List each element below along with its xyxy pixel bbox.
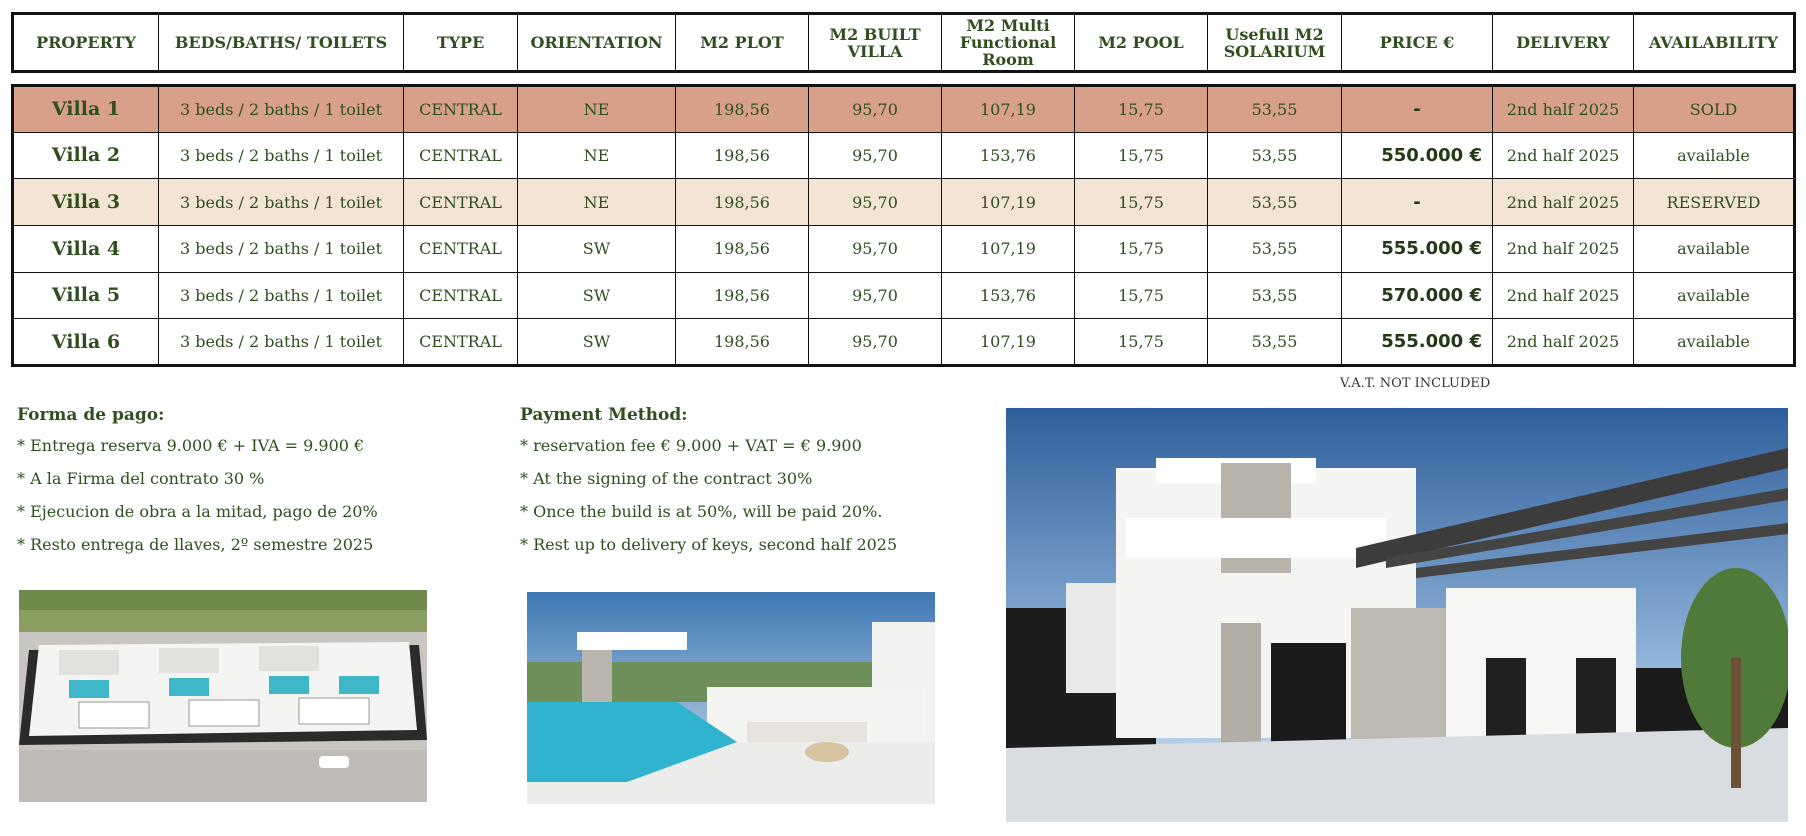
payment-english-item: * reservation fee € 9.000 + VAT = € 9.900 — [520, 436, 862, 455]
cell-plot: 198,56 — [676, 272, 809, 319]
header-built: M2 BUILT VILLA — [809, 14, 942, 72]
cell-availability: available — [1634, 225, 1795, 272]
payment-english-item: * Once the build is at 50%, will be paid 20%. — [520, 502, 883, 521]
cell-availability: available — [1634, 272, 1795, 319]
cell-orientation: NE — [518, 86, 676, 133]
header-property: PROPERTY — [13, 14, 159, 72]
header-multi: M2 Multi Functional Room — [942, 14, 1075, 72]
cell-delivery: 2nd half 2025 — [1493, 86, 1634, 133]
header-type: TYPE — [404, 14, 518, 72]
cell-availability: available — [1634, 132, 1795, 179]
cell-built: 95,70 — [809, 319, 942, 366]
payment-spanish-item: * Resto entrega de llaves, 2º semestre 2025 — [17, 535, 374, 554]
cell-type: CENTRAL — [404, 319, 518, 366]
cell-orientation: SW — [518, 272, 676, 319]
vat-note: V.A.T. NOT INCLUDED — [1340, 376, 1491, 391]
header-delivery: DELIVERY — [1493, 14, 1634, 72]
cell-property: Villa 4 — [13, 225, 159, 272]
cell-delivery: 2nd half 2025 — [1493, 179, 1634, 226]
cell-delivery: 2nd half 2025 — [1493, 132, 1634, 179]
cell-property: Villa 2 — [13, 132, 159, 179]
cell-multi: 107,19 — [942, 225, 1075, 272]
cell-availability: RESERVED — [1634, 179, 1795, 226]
cell-built: 95,70 — [809, 225, 942, 272]
cell-beds: 3 beds / 2 baths / 1 toilet — [159, 272, 404, 319]
payment-spanish-item: * Ejecucion de obra a la mitad, pago de 20% — [17, 502, 378, 521]
cell-built: 95,70 — [809, 132, 942, 179]
header-solarium: Usefull M2 SOLARIUM — [1208, 14, 1342, 72]
villa-render-image — [1006, 408, 1788, 822]
payment-english — [520, 405, 990, 568]
aerial-render-image — [19, 590, 427, 802]
cell-type: CENTRAL — [404, 132, 518, 179]
pool-render-image — [527, 592, 935, 804]
payment-spanish-title: Forma de pago: — [17, 405, 165, 425]
payment-english-item: * At the signing of the contract 30% — [520, 469, 813, 488]
cell-built: 95,70 — [809, 86, 942, 133]
cell-availability: SOLD — [1634, 86, 1795, 133]
cell-delivery: 2nd half 2025 — [1493, 272, 1634, 319]
header-pool: M2 POOL — [1075, 14, 1208, 72]
cell-pool: 15,75 — [1075, 225, 1208, 272]
payment-spanish-item: * A la Firma del contrato 30 % — [17, 469, 265, 488]
cell-solarium: 53,55 — [1208, 225, 1342, 272]
cell-solarium: 53,55 — [1208, 132, 1342, 179]
payment-spanish-item: * Entrega reserva 9.000 € + IVA = 9.900 € — [17, 436, 365, 455]
table-row — [13, 272, 1795, 319]
cell-multi: 153,76 — [942, 272, 1075, 319]
cell-beds: 3 beds / 2 baths / 1 toilet — [159, 225, 404, 272]
header-price: PRICE € — [1342, 14, 1493, 72]
cell-multi: 107,19 — [942, 179, 1075, 226]
cell-type: CENTRAL — [404, 272, 518, 319]
table-row — [13, 179, 1795, 226]
table-row — [13, 319, 1795, 366]
cell-plot: 198,56 — [676, 132, 809, 179]
header-availability: AVAILABILITY — [1634, 14, 1795, 72]
cell-property: Villa 3 — [13, 179, 159, 226]
header-plot: M2 PLOT — [676, 14, 809, 72]
table-row — [13, 132, 1795, 179]
payment-english-title: Payment Method: — [520, 405, 688, 425]
cell-solarium: 53,55 — [1208, 86, 1342, 133]
cell-beds: 3 beds / 2 baths / 1 toilet — [159, 179, 404, 226]
table-row — [13, 86, 1795, 133]
cell-property: Villa 1 — [13, 86, 159, 133]
cell-pool: 15,75 — [1075, 272, 1208, 319]
header-orientation: ORIENTATION — [518, 14, 676, 72]
cell-solarium: 53,55 — [1208, 319, 1342, 366]
cell-price: 555.000 € — [1342, 225, 1493, 272]
cell-type: CENTRAL — [404, 179, 518, 226]
cell-plot: 198,56 — [676, 319, 809, 366]
cell-solarium: 53,55 — [1208, 272, 1342, 319]
cell-price: 550.000 € — [1342, 132, 1493, 179]
cell-beds: 3 beds / 2 baths / 1 toilet — [159, 86, 404, 133]
cell-plot: 198,56 — [676, 86, 809, 133]
header-beds: BEDS/BATHS/ TOILETS — [159, 14, 404, 72]
cell-plot: 198,56 — [676, 179, 809, 226]
cell-price: - — [1342, 179, 1493, 226]
cell-pool: 15,75 — [1075, 86, 1208, 133]
cell-delivery: 2nd half 2025 — [1493, 225, 1634, 272]
cell-pool: 15,75 — [1075, 319, 1208, 366]
cell-pool: 15,75 — [1075, 132, 1208, 179]
cell-type: CENTRAL — [404, 225, 518, 272]
cell-price: 570.000 € — [1342, 272, 1493, 319]
cell-multi: 107,19 — [942, 86, 1075, 133]
cell-orientation: NE — [518, 179, 676, 226]
cell-multi: 107,19 — [942, 319, 1075, 366]
cell-type: CENTRAL — [404, 86, 518, 133]
cell-orientation: SW — [518, 225, 676, 272]
payment-spanish — [17, 405, 487, 568]
cell-property: Villa 5 — [13, 272, 159, 319]
table-row — [13, 225, 1795, 272]
cell-plot: 198,56 — [676, 225, 809, 272]
cell-built: 95,70 — [809, 272, 942, 319]
cell-price: 555.000 € — [1342, 319, 1493, 366]
cell-pool: 15,75 — [1075, 179, 1208, 226]
cell-property: Villa 6 — [13, 319, 159, 366]
table-header — [11, 12, 1796, 73]
cell-price: - — [1342, 86, 1493, 133]
cell-availability: available — [1634, 319, 1795, 366]
payment-english-item: * Rest up to delivery of keys, second half 2025 — [520, 535, 898, 554]
cell-orientation: NE — [518, 132, 676, 179]
cell-delivery: 2nd half 2025 — [1493, 319, 1634, 366]
cell-beds: 3 beds / 2 baths / 1 toilet — [159, 319, 404, 366]
cell-multi: 153,76 — [942, 132, 1075, 179]
cell-solarium: 53,55 — [1208, 179, 1342, 226]
cell-orientation: SW — [518, 319, 676, 366]
cell-built: 95,70 — [809, 179, 942, 226]
cell-beds: 3 beds / 2 baths / 1 toilet — [159, 132, 404, 179]
price-table — [11, 84, 1796, 367]
